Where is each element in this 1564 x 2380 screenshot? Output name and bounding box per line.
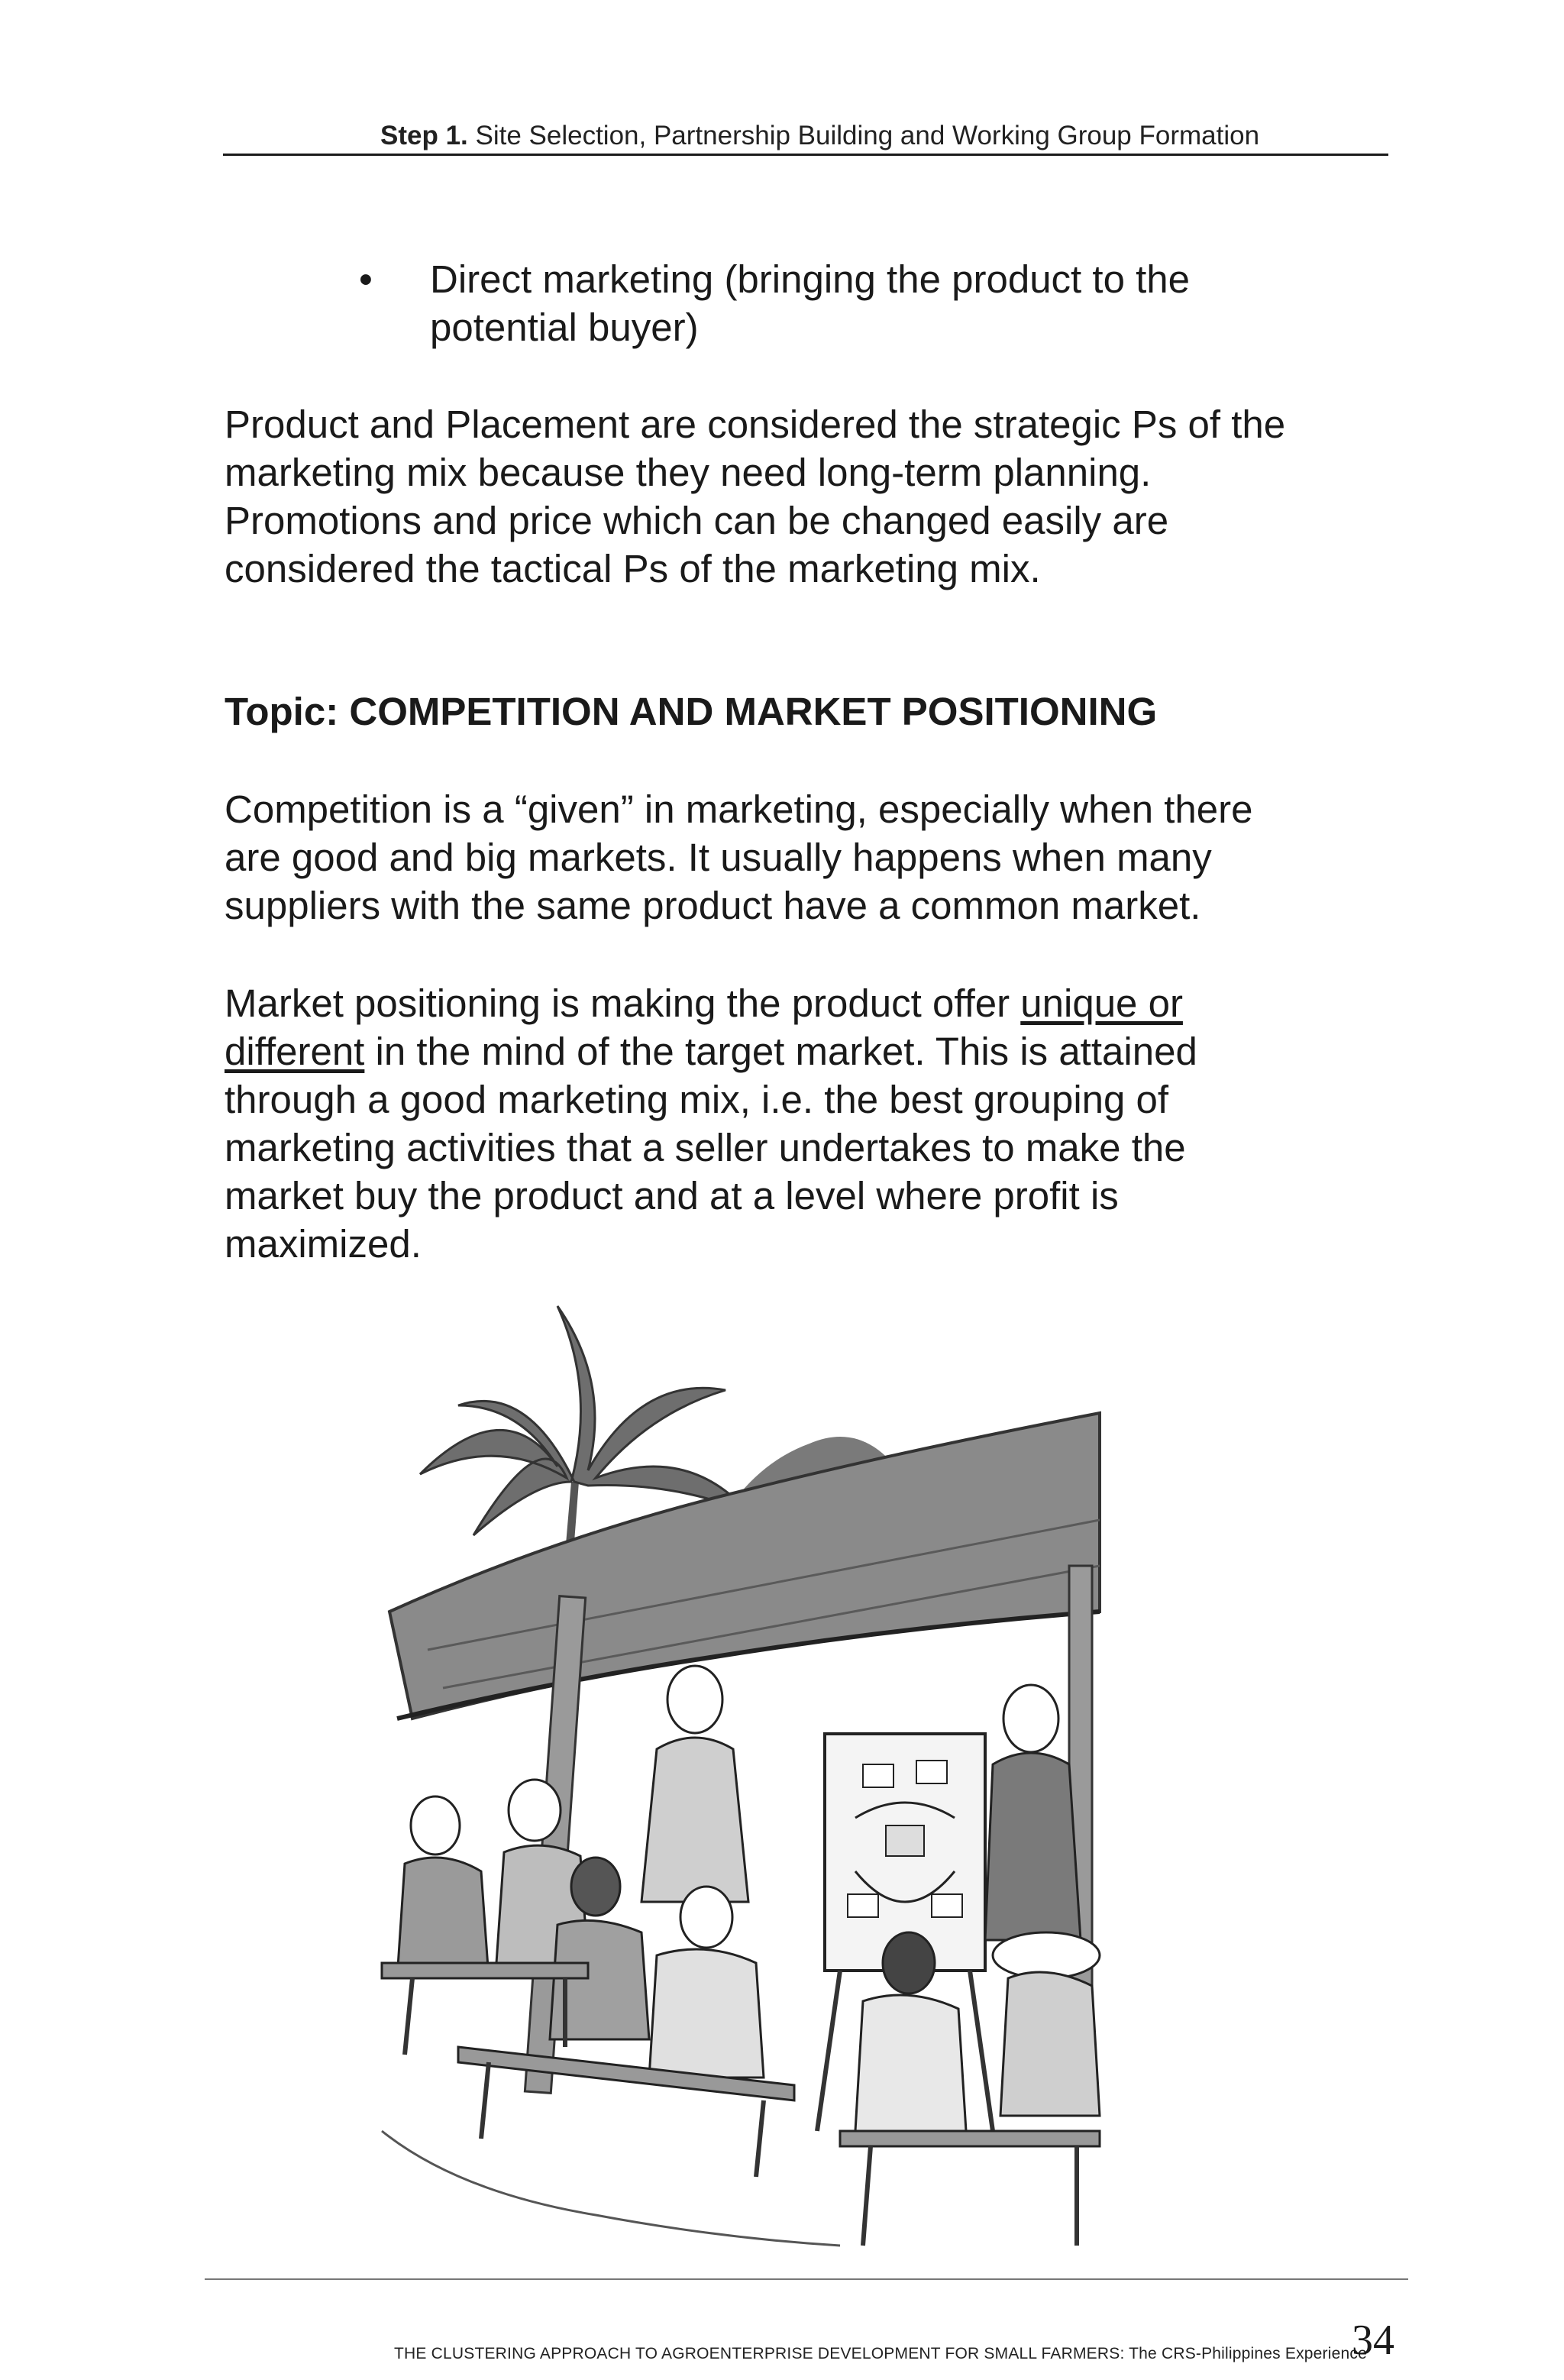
- illustration-farmers-meeting: [367, 1291, 1115, 2261]
- text-line: maximized.: [225, 1222, 422, 1266]
- text-line: considered the tactical Ps of the marketing mix.: [225, 547, 1041, 590]
- ground-line: [382, 2131, 840, 2246]
- bullet-line: potential buyer): [430, 306, 699, 349]
- bullet-line: Direct marketing (bringing the product to the: [430, 257, 1190, 301]
- text-line: marketing mix because they need long-term planning.: [225, 451, 1152, 494]
- text-line: are good and big markets. It usually happens when many: [225, 836, 1212, 879]
- paragraph-market-positioning: [225, 979, 1197, 1268]
- text-line: through a good marketing mix, i.e. the best grouping of: [225, 1078, 1169, 1121]
- header-rule: [223, 154, 1388, 156]
- bullet-dot: •: [359, 257, 373, 301]
- paragraph-strategic-ps: [225, 400, 1285, 593]
- topic-heading: Topic: COMPETITION AND MARKET POSITIONING: [225, 690, 1158, 733]
- underlined-text: unique or: [1020, 981, 1183, 1025]
- text-line: Market positioning is making the product offer unique or: [225, 981, 1183, 1025]
- text-line: market buy the product and at a level where profit is: [225, 1174, 1119, 1217]
- running-header: [380, 121, 1259, 151]
- paragraph-competition: [225, 785, 1252, 930]
- thatched-roof: [389, 1413, 1100, 1719]
- header-step-label: Step 1.: [380, 121, 468, 150]
- text-line: marketing activities that a seller undertakes to make the: [225, 1126, 1186, 1169]
- bullet-item: [430, 255, 1190, 351]
- text-line: Product and Placement are considered the strategic Ps of the: [225, 403, 1286, 446]
- text-line: different in the mind of the target market. This is attained: [225, 1030, 1197, 1073]
- text-line: suppliers with the same product have a common market.: [225, 884, 1201, 927]
- header-title: Site Selection, Partnership Building and Working Group Formation: [475, 121, 1260, 150]
- text-line: Promotions and price which can be changed easily are: [225, 499, 1169, 542]
- text-line: Competition is a “given” in marketing, especially when there: [225, 787, 1253, 831]
- footer-book-title: THE CLUSTERING APPROACH TO AGROENTERPRISE DEVELOPMENT FOR SMALL FARMERS: The CRS-Philippines Experience: [394, 2345, 1367, 2362]
- page-number: 34: [1352, 2317, 1394, 2364]
- footer-rule: [205, 2278, 1408, 2280]
- underlined-text: different: [225, 1030, 365, 1073]
